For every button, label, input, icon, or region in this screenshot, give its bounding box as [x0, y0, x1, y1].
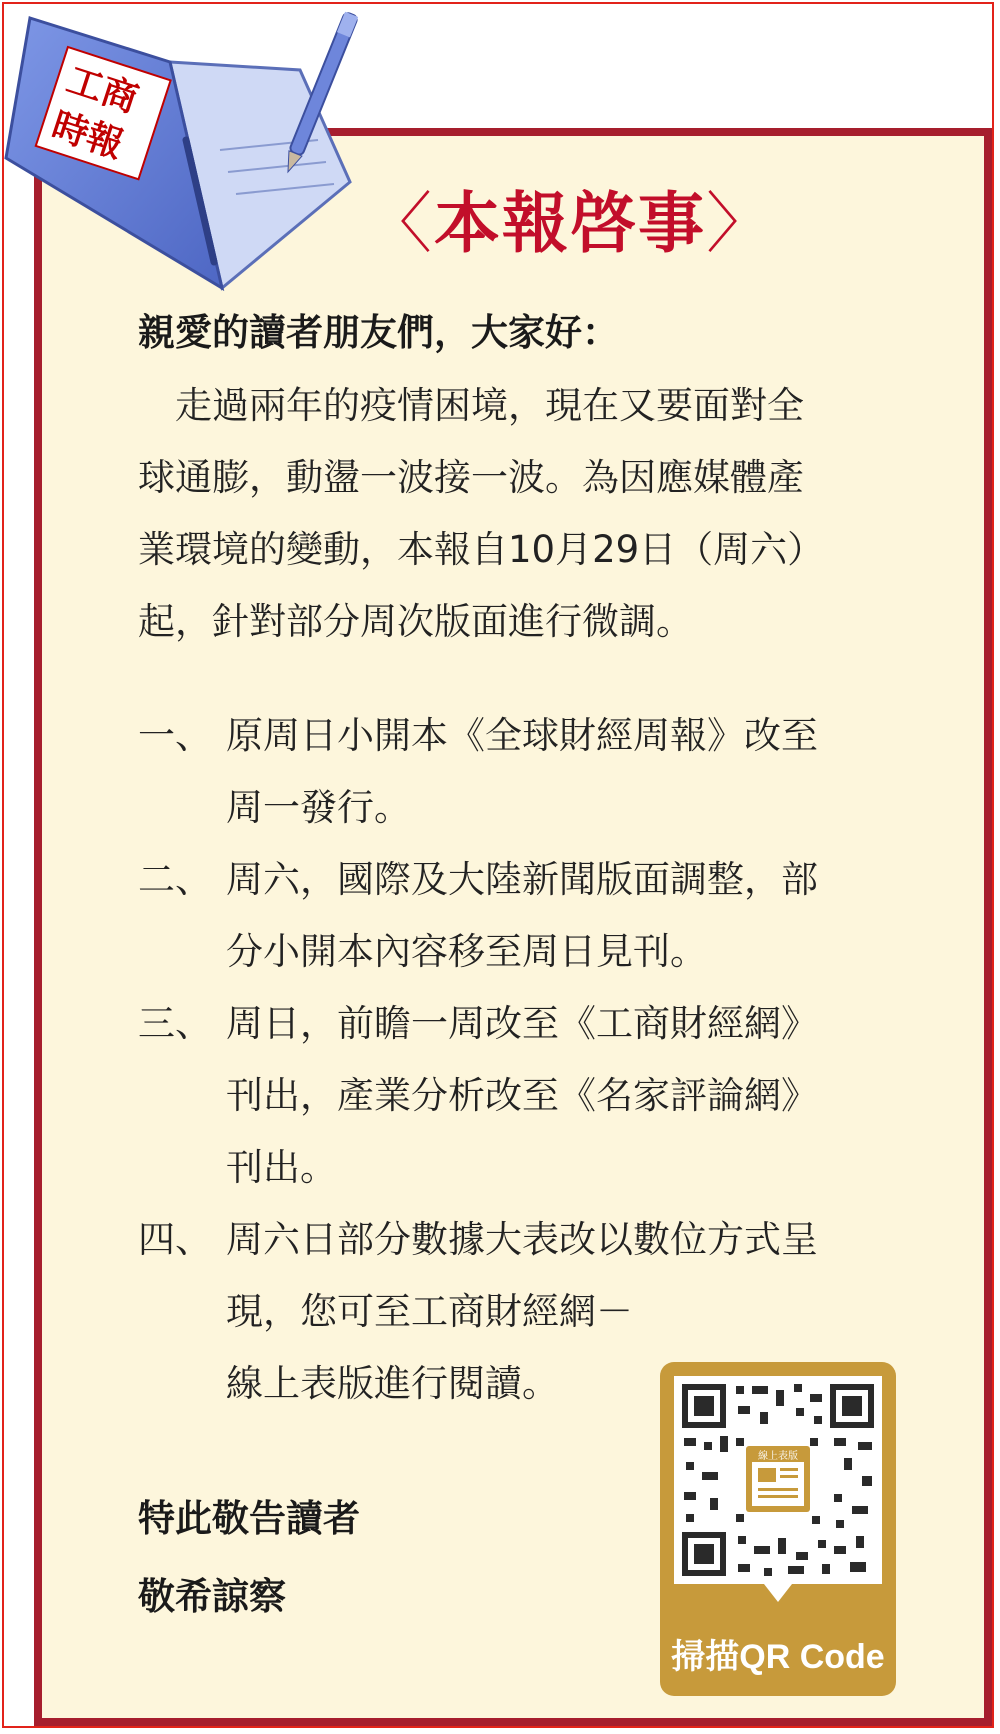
item-text: 周日，前瞻一周改至《工商財經網》 [226, 1002, 818, 1045]
closing [138, 1480, 360, 1636]
item-continuation: 周一發行。 [226, 786, 411, 829]
logo-text-line1: 工商 [61, 59, 143, 121]
qr-badge-text: 線上表版 [758, 1451, 798, 1462]
qr-code[interactable] [674, 1376, 882, 1584]
item-text: 原周日小開本《全球財經周報》改至 [226, 714, 818, 757]
item-continuation: 刊出。 [226, 1146, 337, 1189]
list-item [138, 700, 938, 772]
notebook-pen-icon [0, 0, 360, 300]
item-text: 周六，國際及大陸新聞版面調整，部 [226, 858, 818, 901]
intro-line: 起，針對部分周次版面進行微調。 [138, 600, 693, 643]
closing-line: 敬希諒察 [138, 1575, 286, 1618]
list-item [138, 1204, 938, 1276]
qr-pointer [764, 1584, 792, 1602]
intro-line: 業環境的變動，本報自10月29日（周六） [138, 528, 825, 571]
qr-card[interactable] [660, 1362, 896, 1696]
title-left-bracket: 〈 [366, 185, 434, 262]
closing-line: 特此敬告讀者 [138, 1497, 360, 1540]
list-item [138, 988, 938, 1060]
scan-qr-label: 掃描QR Code [671, 1638, 885, 1676]
intro-line: 走過兩年的疫情困境，現在又要面對全 [138, 384, 804, 427]
intro-paragraph [138, 370, 928, 658]
qr-code-icon [674, 1376, 882, 1584]
item-continuation: 刊出，產業分析改至《名家評論網》 [226, 1074, 818, 1117]
item-number: 三、 [138, 1002, 212, 1045]
title-text: 本報啓事 [434, 185, 706, 262]
item-number: 二、 [138, 858, 212, 901]
item-continuation: 線上表版進行閱讀。 [226, 1362, 559, 1405]
item-number: 四、 [138, 1218, 212, 1261]
title-right-bracket: 〉 [706, 185, 774, 262]
greeting: 親愛的讀者朋友們，大家好： [138, 311, 619, 354]
intro-line: 球通膨，動盪一波接一波。為因應媒體產 [138, 456, 804, 499]
logo-text-line2: 時報 [46, 105, 128, 167]
list-item [138, 844, 938, 916]
item-continuation: 分小開本內容移至周日見刊。 [226, 930, 707, 973]
item-continuation: 現，您可至工商財經網－ [226, 1290, 633, 1333]
notice-items [138, 700, 938, 1420]
notice-title [360, 170, 780, 265]
item-text: 周六日部分數據大表改以數位方式呈 [226, 1218, 818, 1261]
item-number: 一、 [138, 714, 212, 757]
